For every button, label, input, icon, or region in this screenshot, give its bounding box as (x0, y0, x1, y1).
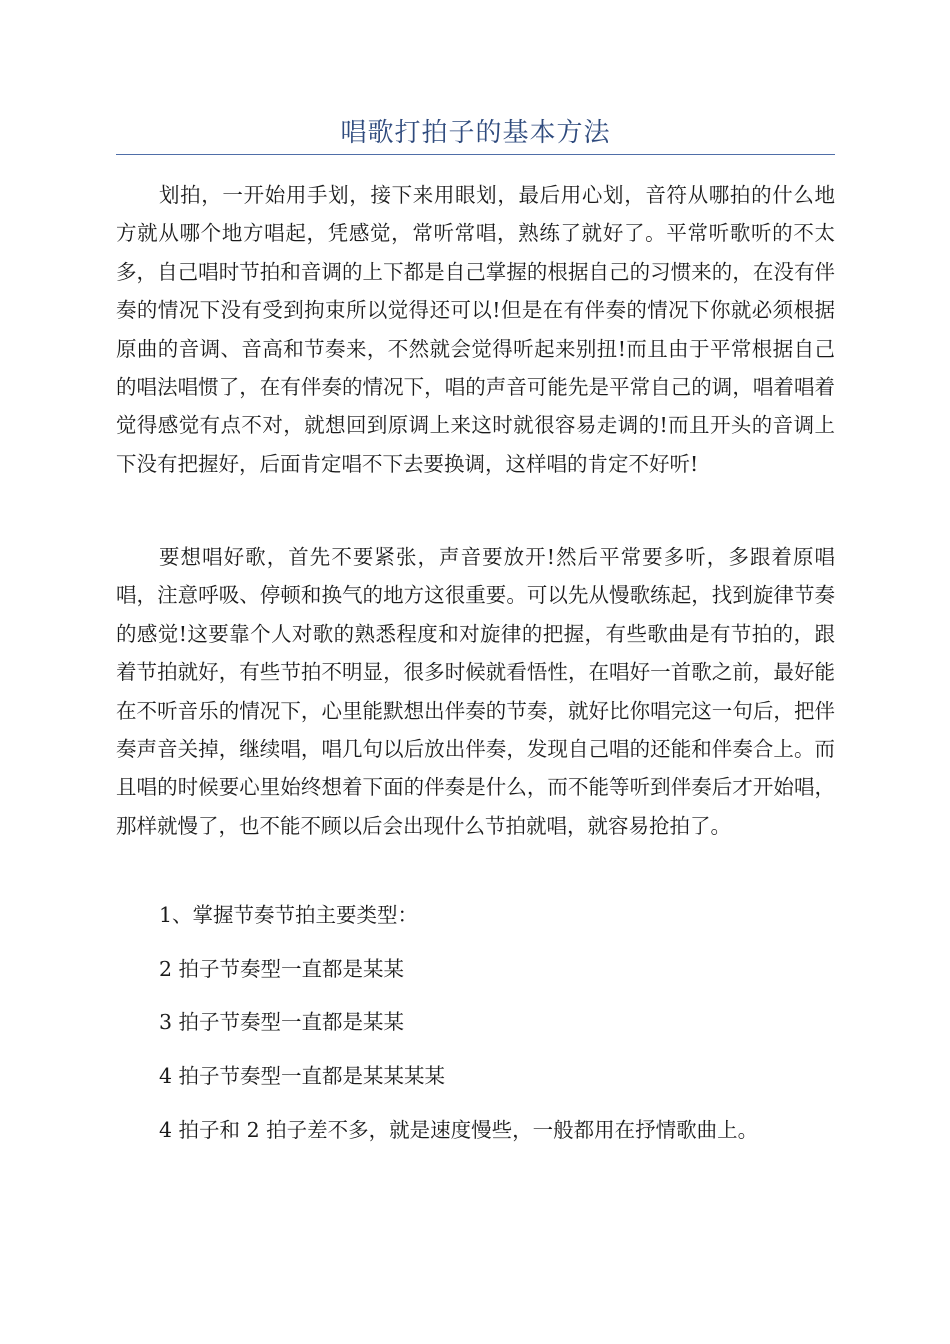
paragraph-2: 要想唱好歌，首先不要紧张，声音要放开!然后平常要多听，多跟着原唱唱，注意呼吸、停顿和换气的地方这很重要。可以先从慢歌练起，找到旋律节奏的感觉!这要靠个人对歌的熟悉程度和对旋律的把握，有些歌曲是有节拍的，跟着节拍就好，有些节拍不明显，很多时候就看悟性，在唱好一首歌之前，最好能在不听音乐的情况下，心里能默想出伴奏的节奏，就好比你唱完这一句后，把伴奏声音关掉，继续唱，唱几句以后放出伴奏，发现自己唱的还能和伴奏合上。而且唱的时候要心里始终想着下面的伴奏是什么，而不能等听到伴奏后才开始唱，那样就慢了，也不能不顾以后会出现什么节拍就唱，就容易抢拍了。 (116, 545, 835, 838)
list-item: 2 拍子节奏型一直都是某某 (159, 957, 405, 981)
document-title: 唱歌打拍子的基本方法 (340, 118, 611, 148)
list-item: 4 拍子节奏型一直都是某某某某 (159, 1064, 446, 1088)
list-item: 3 拍子节奏型一直都是某某 (159, 1010, 405, 1034)
title-underline (116, 154, 835, 155)
list-item: 4 拍子和 2 拍子差不多，就是速度慢些，一般都用在抒情歌曲上。 (159, 1118, 759, 1142)
list-heading: 1、掌握节奏节拍主要类型： (159, 903, 419, 927)
paragraph-1: 划拍，一开始用手划，接下来用眼划，最后用心划，音符从哪拍的什么地方就从哪个地方唱起，凭感觉，常听常唱，熟练了就好了。平常听歌听的不太多，自己唱时节拍和音调的上下都是自己掌握的根据自己的习惯来的，在没有伴奏的情况下没有受到拘束所以觉得还可以!但是在有伴奏的情况下你就必须根据原曲的音调、音高和节奏来，不然就会觉得听起来别扭!而且由于平常根据自己的唱法唱惯了，在有伴奏的情况下，唱的声音可能先是平常自己的调，唱着唱着觉得感觉有点不对，就想回到原调上来这时就很容易走调的!而且开头的音调上下没有把握好，后面肯定唱不下去要换调，这样唱的肯定不好听! (116, 183, 835, 476)
